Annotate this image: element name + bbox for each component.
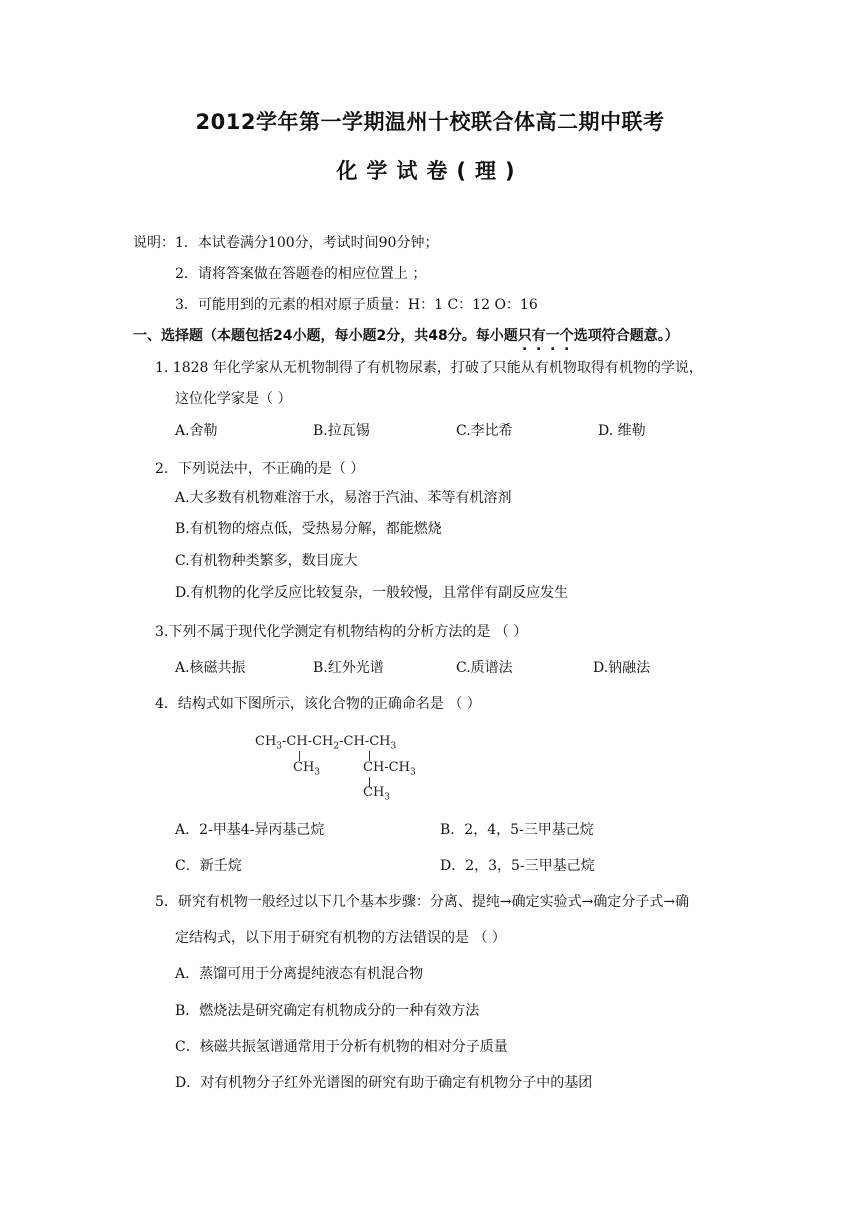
emphasis-char: 只	[517, 328, 532, 344]
q5-option-b: B．燃烧法是研究确定有机物成分的一种有效方法	[175, 1003, 480, 1019]
q5-option-c: C．核磁共振氢谱通常用于分析有机物的相对分子质量	[175, 1039, 508, 1055]
q5-option-d: D．对有机物分子红外光谱图的研究有助于确定有机物分子中的基团	[175, 1075, 593, 1091]
formula-branch-methyl: $CH_3$	[293, 760, 321, 778]
exam-title: 2012学年第一学期温州十校联合体高二期中联考	[195, 110, 665, 134]
formula-branch-terminal: $CH_3$	[363, 785, 391, 803]
q4-option-b: B．2，4，5-三甲基己烷	[440, 822, 594, 838]
section-heading-pre: 一、选择题（本题包括24小题，每小题2分，共48分。每小题	[133, 328, 518, 344]
q3-option-c: C.质谱法	[456, 660, 513, 676]
q3-option-d: D.钠融法	[593, 660, 651, 676]
question-4-stem: 4．结构式如下图所示，该化合物的正确命名是 （ ）	[155, 696, 481, 712]
emphasis-char: 有	[531, 328, 546, 344]
question-1-stem-cont: 这位化学家是（ ）	[175, 391, 292, 407]
section-heading	[133, 327, 679, 345]
emphasis-char: 一	[545, 328, 560, 344]
section-heading-post: 选项符合题意。）	[573, 328, 679, 344]
emphasis-char: 个	[559, 328, 574, 344]
question-3-stem: 3.下列不属于现代化学测定有机物结构的分析方法的是 （ ）	[155, 624, 528, 640]
q1-option-a: A.舍勒	[175, 423, 218, 439]
q4-option-a: A．2-甲基4-异丙基己烷	[175, 822, 325, 838]
question-1-stem: 1. 1828 年化学家从无机物制得了有机物尿素，打破了只能从有机物取得有机物的学说，	[155, 360, 703, 376]
question-5-stem: 5．研究有机物一般经过以下几个基本步骤：分离、提纯→确定实验式→确定分子式→确	[155, 894, 690, 910]
question-5-stem-cont: 定结构式，以下用于研究有机物的方法错误的是 （ ）	[175, 930, 506, 946]
formula-main-chain: $CH_3-CH-CH_2-CH-CH_3$	[255, 734, 397, 752]
q1-option-d: D. 维勒	[598, 423, 646, 439]
exam-subtitle: 化学试卷(理)	[336, 159, 524, 183]
question-2-stem: 2．下列说法中，不正确的是（ ）	[155, 461, 365, 477]
q3-option-a: A.核磁共振	[175, 660, 246, 676]
q5-option-a: A．蒸馏可用于分离提纯液态有机混合物	[175, 966, 424, 982]
q2-option-a: A.大多数有机物难溶于水，易溶于汽油、苯等有机溶剂	[175, 490, 512, 506]
note-1: 说明：1．本试卷满分100分，考试时间90分钟；	[133, 235, 439, 251]
q3-option-b: B.红外光谱	[313, 660, 384, 676]
q4-option-c: C．新壬烷	[175, 858, 242, 874]
q2-option-c: C.有机物种类繁多，数目庞大	[175, 553, 358, 569]
q2-option-d: D.有机物的化学反应比较复杂，一般较慢，且常伴有副反应发生	[175, 585, 569, 601]
formula-branch-ethyl: $CH-CH_3$	[363, 760, 416, 778]
structural-formula	[255, 732, 435, 804]
note-3: 3．可能用到的元素的相对原子质量：H：1 C：12 O：16	[175, 297, 538, 313]
q1-option-b: B.拉瓦锡	[313, 423, 370, 439]
q1-option-c: C.李比希	[456, 423, 513, 439]
note-2: 2．请将答案做在答题卷的相应位置上 ；	[175, 266, 427, 282]
q4-option-d: D．2，3，5-三甲基己烷	[440, 858, 595, 874]
q2-option-b: B.有机物的熔点低，受热易分解，都能燃烧	[175, 521, 442, 537]
